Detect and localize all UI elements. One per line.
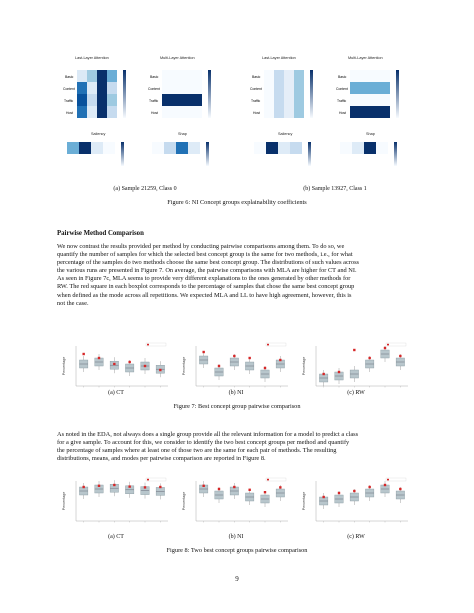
mode-marker <box>353 349 355 351</box>
mode-marker <box>322 496 324 498</box>
fig8-caption: Figure 8: Two best concept groups pairwise comparison <box>166 547 308 554</box>
panel-title: Multi-Layer Attention <box>348 56 383 60</box>
para2-line: the percentage of samples where at least one of those two are the same for each pair of methods. The resulting <box>57 447 337 455</box>
panel-title: Saliency <box>278 132 293 136</box>
legend-swatch <box>147 344 149 346</box>
y-axis-label: Percentage <box>62 356 66 376</box>
y-axis-label: Percentage <box>302 356 306 376</box>
concept-label-basic: Basic <box>150 75 159 79</box>
fig6-caption: Figure 6: NI Concept groups explainability coefficients <box>167 199 307 206</box>
mode-marker <box>399 488 401 490</box>
section-heading: Pairwise Method Comparison <box>57 230 144 237</box>
mode-marker <box>144 365 146 367</box>
para2-line: As noted in the EDA, not always does a single group provide all the relevant information for a model to predict a class <box>57 431 359 438</box>
mode-marker <box>399 355 401 357</box>
heatmap-shap-a <box>148 132 228 182</box>
fig6-subcaption-a: (a) Sample 21259, Class 0 <box>113 186 177 192</box>
heatmap-row <box>162 94 202 106</box>
para1-line: As seen in Figure 7c, MLA seems to provide very different explanations to the ones generated by other methods for <box>57 275 351 283</box>
fig6b-last-layer-attention <box>250 56 330 126</box>
mode-marker <box>113 363 115 365</box>
para1-line: not the case. <box>57 299 89 307</box>
mode-marker <box>144 486 146 488</box>
panel-title: Multi-Layer Attention <box>160 56 195 60</box>
panel-title: Shap <box>366 132 375 136</box>
mode-marker <box>338 492 340 494</box>
para1-line: quantify the number of samples for which the selected best concept group is the same for two methods, i.e., for what <box>57 251 353 259</box>
mode-marker <box>218 488 220 490</box>
mode-marker <box>264 367 266 369</box>
para2-line: for a give sample. To account for this, we consider to identify the two best concept groups per method and quantify <box>57 439 350 447</box>
heatmap-saliency-b <box>250 132 330 182</box>
para1-line: when defined as the mode across all repetitions. We expected MLA and LL to have high agreement, however, this is <box>57 291 352 299</box>
heatmap-shap-b <box>336 132 416 182</box>
para1-line: We now contrast the results provided per method by conducting pairwise comparisons among them. To do so, we <box>57 243 345 250</box>
panel-title: Last-Layer Attention <box>75 56 109 60</box>
fig7-subcaption-ct: (a) CT <box>108 390 124 396</box>
mode-marker <box>338 371 340 373</box>
heatmap-mla-a <box>148 56 228 126</box>
heatmap-row <box>162 82 202 94</box>
y-axis-label: Percentage <box>182 356 186 376</box>
fig8-boxplot-rw <box>300 475 412 533</box>
heatmap-ll-b <box>250 56 330 126</box>
mode-marker <box>248 489 250 491</box>
mode-marker <box>128 361 130 363</box>
concept-label-host: Host <box>151 111 158 115</box>
heatmap-row <box>162 70 202 82</box>
y-axis-label: Percentage <box>182 491 186 511</box>
mode-marker <box>218 365 220 367</box>
mode-marker <box>264 491 266 493</box>
para1-line: percentage of the samples do two methods choose the same best concept group. The distributions of such values across <box>57 259 360 267</box>
fig8-subcaption-rw: (c) RW <box>347 534 365 540</box>
legend-swatch <box>387 479 389 481</box>
fig6-subcaption-b: (b) Sample 13927, Class 1 <box>303 186 367 192</box>
mode-marker <box>322 373 324 375</box>
panel-title: Last-Layer Attention <box>262 56 296 60</box>
mode-marker <box>233 486 235 488</box>
mode-marker <box>202 485 204 487</box>
legend-swatch <box>267 344 269 346</box>
mode-marker <box>233 355 235 357</box>
fig8-boxplot-ni <box>180 475 292 533</box>
mode-marker <box>368 486 370 488</box>
concept-label-basic: Basic <box>338 75 347 79</box>
concept-label-content: Content <box>250 87 262 91</box>
fig8-subcaption-ni: (b) NI <box>228 534 244 540</box>
para1-line: the various runs are presented in Figure 7. On average, the pairwise comparisons with MLA are higher for CT and NI. <box>57 267 357 275</box>
concept-label-content: Content <box>63 87 75 91</box>
fig6a-saliency <box>63 132 143 182</box>
concept-label-content: Content <box>336 87 348 91</box>
heatmap-grid <box>77 70 117 118</box>
panel-title: Saliency <box>91 132 106 136</box>
fig7-subcaption-rw: (c) RW <box>347 390 365 396</box>
fig6b-saliency <box>250 132 330 182</box>
concept-label-traffic: Traffic <box>149 99 159 103</box>
legend-swatch <box>147 479 149 481</box>
mode-marker <box>128 485 130 487</box>
panel-title: Shap <box>178 132 187 136</box>
mode-marker <box>384 484 386 486</box>
concept-label-host: Host <box>66 111 73 115</box>
para2-line: distributions, means, and modes per pairwise comparison are reported in Figure 8. <box>57 455 266 463</box>
concept-label-host: Host <box>253 111 260 115</box>
mode-marker <box>279 486 281 488</box>
mode-marker <box>353 490 355 492</box>
mode-marker <box>113 484 115 486</box>
heatmap-mla-b <box>336 56 416 126</box>
fig6b-multi-layer-attention <box>336 56 416 126</box>
concept-label-basic: Basic <box>252 75 261 79</box>
fig8-subcaption-ct: (a) CT <box>108 534 124 540</box>
legend-swatch <box>267 479 269 481</box>
fig6a-shap <box>148 132 228 182</box>
heatmap-row <box>162 106 202 118</box>
fig6b-shap <box>336 132 416 182</box>
fig8-boxplot-ct <box>60 475 172 533</box>
mode-marker <box>98 485 100 487</box>
concept-label-content: Content <box>148 87 160 91</box>
mode-marker <box>159 486 161 488</box>
heatmap-saliency-a <box>63 132 143 182</box>
para1-line: RW. The red square in each boxplot corresponds to the percentage of samples that chose the same best concept group <box>57 283 355 291</box>
heatmap-ll-a <box>63 56 143 126</box>
fig6a-multi-layer-attention <box>148 56 228 126</box>
mode-marker <box>279 359 281 361</box>
mode-marker <box>368 357 370 359</box>
mode-marker <box>202 351 204 353</box>
concept-label-traffic: Traffic <box>251 99 261 103</box>
y-axis-label: Percentage <box>302 491 306 511</box>
mode-marker <box>98 357 100 359</box>
concept-label-traffic: Traffic <box>337 99 347 103</box>
concept-label-traffic: Traffic <box>64 99 74 103</box>
fig6a-last-layer-attention <box>63 56 143 126</box>
paragraph-2 <box>57 431 417 463</box>
mode-marker <box>384 347 386 349</box>
fig7-subcaption-ni: (b) NI <box>228 390 244 396</box>
y-axis-label: Percentage <box>62 491 66 511</box>
paragraph-1 <box>57 243 417 308</box>
mode-marker <box>248 357 250 359</box>
concept-label-host: Host <box>339 111 346 115</box>
fig7-caption: Figure 7: Best concept group pairwise comparison <box>173 403 301 410</box>
legend-swatch <box>387 344 389 346</box>
mode-marker <box>82 486 84 488</box>
concept-label-basic: Basic <box>65 75 74 79</box>
mode-marker <box>82 353 84 355</box>
page-number: 9 <box>235 575 239 583</box>
mode-marker <box>159 369 161 371</box>
